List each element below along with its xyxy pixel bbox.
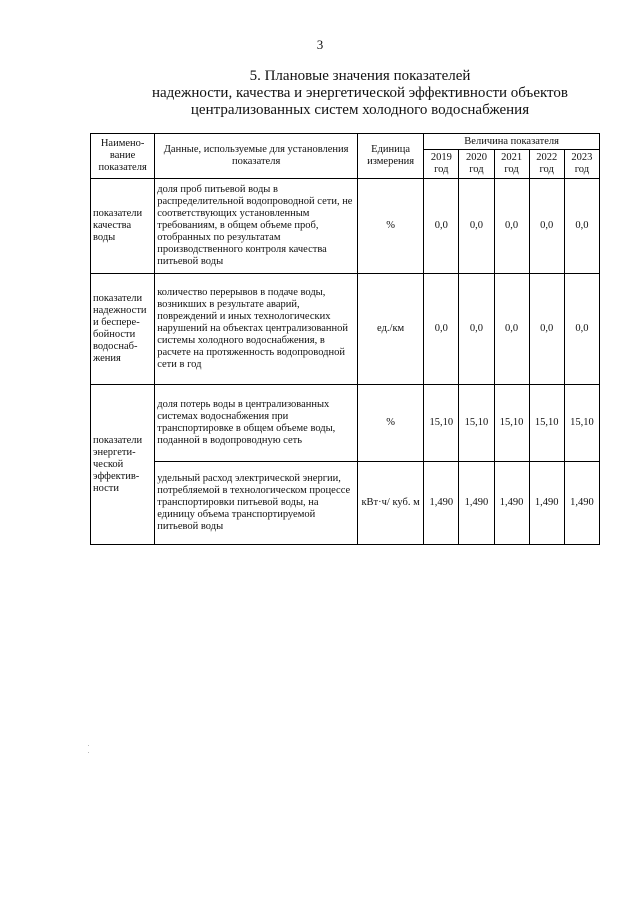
indicator-value: 1,490 <box>564 462 599 545</box>
indicator-unit: % <box>358 385 424 462</box>
indicator-value: 0,0 <box>424 179 459 274</box>
indicators-table <box>90 133 600 545</box>
header-year: 2021 год <box>494 150 529 179</box>
indicator-value: 15,10 <box>424 385 459 462</box>
indicator-value: 0,0 <box>459 274 494 385</box>
section-title <box>60 68 640 119</box>
header-year: 2019 год <box>424 150 459 179</box>
indicator-value: 15,10 <box>459 385 494 462</box>
indicator-value: 0,0 <box>494 274 529 385</box>
indicator-value: 1,490 <box>494 462 529 545</box>
indicator-data: доля потерь воды в централизованных системах водоснабжения при транспортировке в общем объеме воды, поданной в водопроводную сеть <box>155 385 358 462</box>
title-line-3: централизованных систем холодного водоснабжения <box>190 102 530 118</box>
header-year: 2022 год <box>529 150 564 179</box>
indicator-value: 1,490 <box>529 462 564 545</box>
title-line-1: 5. Плановые значения показателей <box>249 68 471 84</box>
title-line-2: надежности, качества и энергетической эффективности объектов <box>151 85 568 101</box>
indicator-value: 15,10 <box>564 385 599 462</box>
indicator-value: 0,0 <box>529 274 564 385</box>
table-row <box>91 385 600 462</box>
indicator-data: количество перерывов в подаче воды, возникших в результате аварий, повреждений и иных технологических нарушений на объектах централизованной системы холодного водоснабжения, в расчете на протяженность водопроводной сети в год <box>155 274 358 385</box>
indicator-data: удельный расход электрической энергии, потребляемой в технологическом процессе транспортировки питьевой воды, на единицу объема транспортируемой питьевой воды <box>155 462 358 545</box>
indicator-value: 0,0 <box>564 179 599 274</box>
header-year: 2020 год <box>459 150 494 179</box>
indicator-value: 1,490 <box>424 462 459 545</box>
indicator-data: доля проб питьевой воды в распределительной водопроводной сети, не соответствующих установленным требованиям, в общем объеме проб, отобранных по результатам производственного контроля качества питьевой воды <box>155 179 358 274</box>
table-row <box>91 274 600 385</box>
header-data: Данные, используемые для установления показателя <box>155 134 358 179</box>
indicator-value: 0,0 <box>529 179 564 274</box>
indicator-value: 0,0 <box>459 179 494 274</box>
indicator-value: 0,0 <box>564 274 599 385</box>
indicator-value: 0,0 <box>424 274 459 385</box>
header-value-group: Величина показателя <box>424 134 600 150</box>
table-row <box>91 462 600 545</box>
indicator-name: показатели надежности и беспере-бойности водоснаб-жения <box>91 274 155 385</box>
page-number: 3 <box>316 37 324 52</box>
indicator-unit: ед./км <box>358 274 424 385</box>
table-header-row <box>91 134 600 150</box>
header-name: Наимено-вание показателя <box>91 134 155 179</box>
indicator-name: показатели качества воды <box>91 179 155 274</box>
indicator-value: 1,490 <box>459 462 494 545</box>
indicator-value: 15,10 <box>529 385 564 462</box>
header-unit: Единица измерения <box>358 134 424 179</box>
table-row <box>91 179 600 274</box>
indicator-unit: кВт·ч/ куб. м <box>358 462 424 545</box>
header-year: 2023 год <box>564 150 599 179</box>
indicator-value: 15,10 <box>494 385 529 462</box>
scan-speck <box>88 745 89 746</box>
scan-speck <box>88 752 89 753</box>
indicator-unit: % <box>358 179 424 274</box>
indicator-value: 0,0 <box>494 179 529 274</box>
indicator-name: показатели энергети-ческой эффектив-ности <box>91 385 155 545</box>
